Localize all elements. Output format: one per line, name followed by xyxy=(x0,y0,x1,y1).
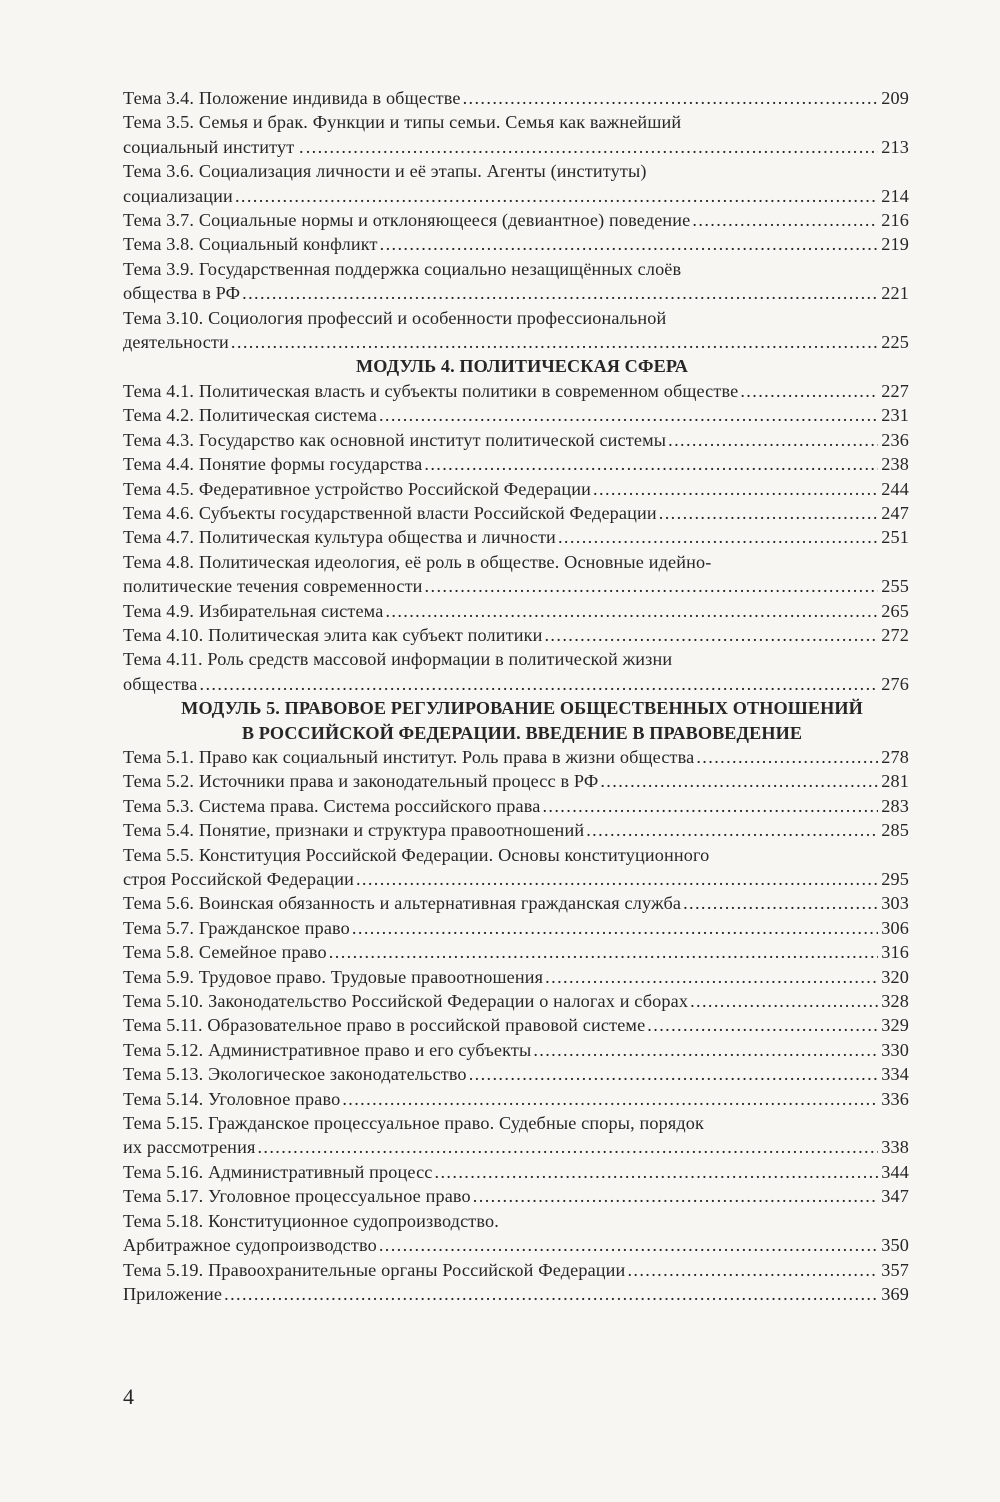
toc-entry-row xyxy=(123,1062,909,1086)
toc-page-number: 347 xyxy=(881,1186,909,1207)
dot-leader xyxy=(224,1282,878,1306)
toc-entry[interactable] xyxy=(123,794,909,818)
toc-entry-title-line: Тема 5.19. Правоохранительные органы Российской Федерации xyxy=(123,1259,626,1280)
toc-entry-row xyxy=(123,574,909,598)
dot-leader xyxy=(593,477,878,501)
dot-leader xyxy=(342,1087,878,1111)
dot-leader xyxy=(533,1038,878,1062)
toc-entry[interactable] xyxy=(123,428,909,452)
toc-entry-title-line: Тема 4.7. Политическая культура общества и личности xyxy=(123,527,556,548)
dot-leader xyxy=(544,623,878,647)
toc-page-number: 236 xyxy=(881,429,909,450)
toc-entry-title-line: Тема 3.6. Социализация личности и её этапы. Агенты (институты) xyxy=(123,161,647,182)
toc-entry-title-line: Тема 5.13. Экологическое законодательство xyxy=(123,1064,467,1085)
toc-entry-title-line: общества в РФ xyxy=(123,283,241,304)
toc-page-number: 247 xyxy=(881,502,909,523)
toc-page-number: 251 xyxy=(881,527,909,548)
dot-leader xyxy=(379,403,878,427)
dot-leader xyxy=(231,330,878,354)
toc-page-number: 306 xyxy=(881,917,909,938)
toc-entry[interactable] xyxy=(123,1209,909,1258)
toc-entry-row xyxy=(123,525,909,549)
toc-entry-title-line: Тема 5.12. Административное право и его субъекты xyxy=(123,1039,532,1060)
toc-page-number: 238 xyxy=(881,454,909,475)
toc-page-number: 255 xyxy=(881,576,909,597)
toc-entry-title-line: Тема 5.15. Гражданское процессуальное право. Судебные споры, порядок xyxy=(123,1113,705,1134)
toc-page-number: 221 xyxy=(881,283,909,304)
toc-entry-row xyxy=(123,989,909,1013)
dot-leader xyxy=(380,232,879,256)
toc-entry[interactable] xyxy=(123,1160,909,1184)
toc-entry-row xyxy=(123,867,909,891)
toc-entry[interactable] xyxy=(123,501,909,525)
toc-entry-title-line: Тема 5.18. Конституционное судопроизводство. xyxy=(123,1210,499,1231)
toc-entry-row xyxy=(123,452,909,476)
toc-entry-title-line: строя Российской Федерации xyxy=(123,869,354,889)
toc-entry-row xyxy=(123,1013,909,1037)
toc-entry-row xyxy=(123,1184,909,1208)
toc-entry-row xyxy=(123,891,909,915)
toc-entry-row xyxy=(123,477,909,501)
toc-entry-title-line: Тема 5.4. Понятие, признаки и структура правоотношений xyxy=(123,820,585,841)
toc-entry-title-line: Тема 4.2. Политическая система xyxy=(123,405,377,426)
toc-page-number: 276 xyxy=(881,673,909,694)
toc-entry-title-line: Тема 3.10. Социология профессий и особенности профессиональной xyxy=(123,307,667,328)
toc-entry-row xyxy=(123,599,909,623)
toc-entry-row xyxy=(123,428,909,452)
toc-entry[interactable] xyxy=(123,1258,909,1282)
toc-entry[interactable] xyxy=(123,477,909,501)
toc-entry[interactable] xyxy=(123,891,909,915)
toc-page-number: 244 xyxy=(881,478,909,499)
toc-entry[interactable] xyxy=(123,86,909,110)
toc-entry-title-line: Тема 5.14. Уголовное право xyxy=(123,1088,341,1109)
toc-entry[interactable] xyxy=(123,989,909,1013)
dot-leader xyxy=(469,1062,879,1086)
toc-page-number: 213 xyxy=(881,136,909,157)
toc-entry-row xyxy=(123,1135,909,1159)
toc-entry-title-line: Тема 4.11. Роль средств массовой информации в политической жизни xyxy=(123,649,673,670)
toc-page-number: 303 xyxy=(881,893,909,914)
toc-page-number: 219 xyxy=(881,234,909,255)
toc-page-number: 265 xyxy=(881,600,909,621)
dot-leader xyxy=(668,428,878,452)
toc-entry[interactable] xyxy=(123,769,909,793)
toc-entry-row xyxy=(123,403,909,427)
toc-entry[interactable] xyxy=(123,525,909,549)
dot-leader xyxy=(683,891,878,915)
toc-entry-title-line: социализации xyxy=(123,185,233,206)
toc-entry-row xyxy=(123,208,909,232)
toc-entry[interactable] xyxy=(123,306,909,355)
toc-entry[interactable] xyxy=(123,1184,909,1208)
toc-entry[interactable] xyxy=(123,208,909,232)
toc-entry-title-line: Тема 4.1. Политическая власть и субъекты политики в современном обществе xyxy=(123,380,739,401)
toc-entry[interactable] xyxy=(123,403,909,427)
table-of-contents xyxy=(123,86,909,1306)
toc-entry[interactable] xyxy=(123,110,909,159)
toc-entry-row xyxy=(123,769,909,793)
toc-page-number: 344 xyxy=(881,1161,909,1182)
toc-page-number: 350 xyxy=(881,1235,909,1256)
toc-entry[interactable] xyxy=(123,232,909,256)
dot-leader xyxy=(696,745,878,769)
toc-entry-row xyxy=(123,745,909,769)
toc-entry[interactable] xyxy=(123,940,909,964)
toc-entry-title-line: Тема 4.3. Государство как основной институт политической системы xyxy=(123,429,667,450)
toc-entry[interactable] xyxy=(123,452,909,476)
toc-page-number: 336 xyxy=(881,1088,909,1109)
toc-entry-row xyxy=(123,1087,909,1111)
dot-leader xyxy=(329,940,878,964)
toc-entry-row xyxy=(123,818,909,842)
toc-entry-title-line: Тема 3.4. Положение индивида в обществе xyxy=(123,88,461,108)
toc-entry[interactable] xyxy=(123,647,909,696)
toc-page-number: 328 xyxy=(881,991,909,1012)
toc-entry[interactable] xyxy=(123,159,909,208)
toc-entry-title-line: Тема 3.5. Семья и брак. Функции и типы семьи. Семья как важнейший xyxy=(123,112,682,133)
toc-page-number: 283 xyxy=(881,795,909,816)
dot-leader xyxy=(545,965,878,989)
toc-entry-row xyxy=(123,623,909,647)
dot-leader xyxy=(627,1258,878,1282)
toc-page-number: 320 xyxy=(881,966,909,987)
toc-entry-title-line: Тема 5.1. Право как социальный институт. Роль права в жизни общества xyxy=(123,746,695,767)
dot-leader xyxy=(659,501,878,525)
toc-entry-title-line: деятельности xyxy=(123,332,229,353)
toc-page-number: 338 xyxy=(881,1137,909,1158)
toc-entry-title-line: Тема 5.10. Законодательство Российской Федерации о налогах и сборах xyxy=(123,991,689,1012)
toc-entry[interactable] xyxy=(123,1013,909,1037)
page-number: 4 xyxy=(123,1384,134,1409)
dot-leader xyxy=(425,574,879,598)
toc-entry[interactable] xyxy=(123,599,909,623)
toc-entry-title-line: Тема 5.6. Воинская обязанность и альтернативная гражданская служба xyxy=(123,893,682,914)
toc-page-number: 285 xyxy=(881,820,909,841)
dot-leader xyxy=(463,86,879,110)
toc-entry-row xyxy=(123,1160,909,1184)
dot-leader xyxy=(435,1160,879,1184)
dot-leader xyxy=(558,525,878,549)
dot-leader xyxy=(586,818,878,842)
toc-page-number: 281 xyxy=(881,771,909,792)
toc-entry[interactable] xyxy=(123,916,909,940)
toc-entry-row xyxy=(123,916,909,940)
dot-leader xyxy=(600,769,878,793)
toc-entry-title-line: Тема 5.8. Семейное право xyxy=(123,942,327,963)
toc-entry-title-line: Тема 4.10. Политическая элита как субъект политики xyxy=(123,624,543,645)
toc-page-number: 227 xyxy=(881,380,909,401)
toc-entry-title-line: Тема 3.7. Социальные нормы и отклоняющееся (девиантное) поведение xyxy=(123,210,691,231)
toc-entry[interactable] xyxy=(123,745,909,769)
toc-entry[interactable] xyxy=(123,550,909,599)
toc-page-number: 334 xyxy=(881,1064,909,1085)
toc-entry-title-line: Арбитражное судопроизводство xyxy=(123,1235,377,1256)
toc-entry-row xyxy=(123,940,909,964)
dot-leader xyxy=(692,208,878,232)
toc-page-number: 216 xyxy=(881,210,909,231)
toc-entry-row xyxy=(123,1282,909,1306)
toc-page-number: 225 xyxy=(881,332,909,353)
toc-page-number: 330 xyxy=(881,1039,909,1060)
toc-entry-title-line: Тема 4.9. Избирательная система xyxy=(123,600,384,621)
toc-entry-title-line: Тема 4.5. Федеративное устройство Российской Федерации xyxy=(123,478,592,499)
toc-entry[interactable] xyxy=(123,843,909,892)
toc-page-number: 209 xyxy=(881,88,909,108)
toc-page-number: 278 xyxy=(881,746,909,767)
toc-entry[interactable] xyxy=(123,1038,909,1062)
toc-entry-row xyxy=(123,1258,909,1282)
toc-entry-title-line: социальный институт . xyxy=(123,136,304,157)
toc-entry[interactable] xyxy=(123,818,909,842)
toc-entry-title-line: Тема 5.11. Образовательное право в российской правовой системе xyxy=(123,1015,646,1036)
dot-leader xyxy=(385,599,878,623)
toc-page-number: 272 xyxy=(881,624,909,645)
module-heading-line: В РОССИЙСКОЙ ФЕДЕРАЦИИ. ВВЕДЕНИЕ В ПРАВОВЕДЕНИЕ xyxy=(241,722,803,743)
toc-entry-row xyxy=(123,135,909,159)
toc-page-number: 357 xyxy=(881,1259,909,1280)
toc-entry-row xyxy=(123,672,909,696)
toc-entry-title-line: Тема 5.7. Гражданское право xyxy=(123,917,350,938)
toc-entry-row xyxy=(123,330,909,354)
toc-entry-title-line: Тема 4.8. Политическая идеология, её роль в обществе. Основные идейно- xyxy=(123,551,712,572)
toc-entry[interactable] xyxy=(123,257,909,306)
toc-entry-title-line: Тема 4.6. Субъекты государственной власти Российской Федерации xyxy=(123,502,657,523)
dot-leader xyxy=(740,379,878,403)
toc-entry-title-line: Приложение xyxy=(123,1283,223,1304)
toc-entry-title-line: Тема 5.5. Конституция Российской Федерации. Основы конституционного xyxy=(123,844,710,865)
toc-entry[interactable] xyxy=(123,379,909,403)
dot-leader xyxy=(379,1233,878,1257)
dot-leader xyxy=(542,794,878,818)
dot-leader xyxy=(647,1013,878,1037)
dot-leader xyxy=(257,1135,878,1159)
toc-entry-row xyxy=(123,379,909,403)
toc-entry[interactable] xyxy=(123,1062,909,1086)
dot-leader xyxy=(352,916,878,940)
toc-entry-row xyxy=(123,232,909,256)
toc-page-number: 295 xyxy=(881,869,909,889)
toc-entry-row xyxy=(123,965,909,989)
dot-leader xyxy=(242,281,878,305)
toc-entry-title-line: Тема 5.2. Источники права и законодательный процесс в РФ xyxy=(123,771,599,792)
toc-entry-title-line: Тема 3.8. Социальный конфликт xyxy=(123,234,378,255)
toc-entry-title-line: их рассмотрения xyxy=(123,1137,256,1158)
module-heading xyxy=(123,696,909,745)
toc-page-number: 316 xyxy=(881,942,909,963)
toc-entry-row xyxy=(123,184,909,208)
toc-entry-row xyxy=(123,794,909,818)
toc-entry[interactable] xyxy=(123,1087,909,1111)
toc-entry-title-line: Тема 4.4. Понятие формы государства xyxy=(123,454,423,475)
toc-entry-row xyxy=(123,1233,909,1257)
toc-page-number: 329 xyxy=(881,1015,909,1036)
toc-entry[interactable] xyxy=(123,1282,909,1306)
toc-entry-title-line: Тема 5.17. Уголовное процессуальное право xyxy=(123,1186,471,1207)
toc-page-number: 369 xyxy=(881,1283,909,1304)
toc-page-number: 214 xyxy=(881,185,909,206)
toc-entry-title-line: Тема 5.3. Система права. Система российского права xyxy=(123,795,541,816)
toc-entry-title-line: Тема 3.9. Государственная поддержка социально незащищённых слоёв xyxy=(123,258,682,279)
dot-leader xyxy=(200,672,879,696)
toc-entry-row xyxy=(123,281,909,305)
toc-entry-row xyxy=(123,1038,909,1062)
dot-leader xyxy=(356,867,878,891)
toc-entry[interactable] xyxy=(123,965,909,989)
toc-entry[interactable] xyxy=(123,1111,909,1160)
dot-leader xyxy=(424,452,878,476)
toc-entry-title-line: Тема 5.16. Административный процесс xyxy=(123,1161,433,1182)
toc-entry-title-line: политические течения современности xyxy=(123,576,423,597)
toc-entry-row xyxy=(123,86,909,110)
dot-leader xyxy=(306,135,879,159)
toc-page-number: 231 xyxy=(881,405,909,426)
module-heading-line: МОДУЛЬ 5. ПРАВОВОЕ РЕГУЛИРОВАНИЕ ОБЩЕСТВЕННЫХ ОТНОШЕНИЙ xyxy=(181,698,863,719)
toc-entry-row xyxy=(123,501,909,525)
dot-leader xyxy=(473,1184,878,1208)
toc-entry-title-line: Тема 5.9. Трудовое право. Трудовые правоотношения xyxy=(123,966,544,987)
toc-entry-title-line: общества xyxy=(123,673,198,694)
module-heading xyxy=(123,354,909,378)
dot-leader xyxy=(235,184,878,208)
dot-leader xyxy=(690,989,878,1013)
toc-entry[interactable] xyxy=(123,623,909,647)
module-heading-line: МОДУЛЬ 4. ПОЛИТИЧЕСКАЯ СФЕРА xyxy=(356,356,688,377)
